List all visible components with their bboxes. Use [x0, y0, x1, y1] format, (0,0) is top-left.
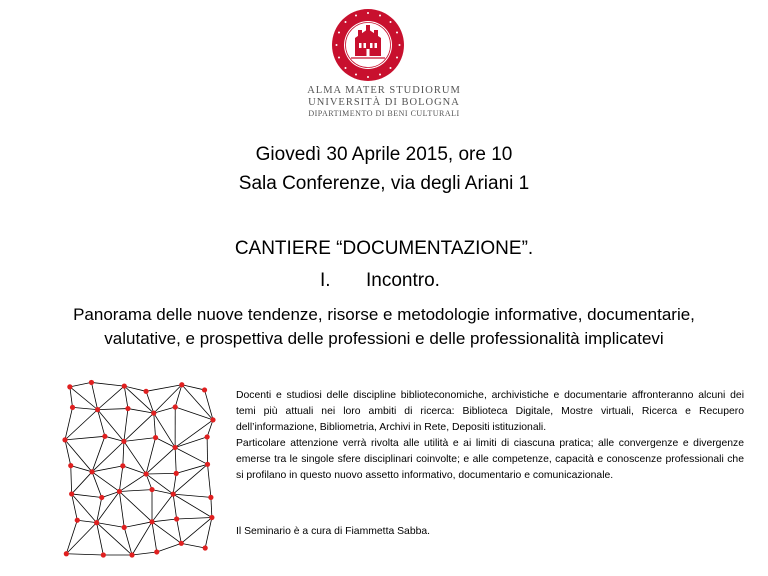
network-edge: [124, 438, 156, 442]
network-edge: [146, 438, 155, 474]
network-edge: [177, 519, 182, 543]
network-graph-illustration: [62, 378, 216, 558]
network-edge: [71, 466, 92, 472]
institution-department: DIPARTIMENTO DI BENI CULTURALI: [308, 109, 460, 118]
network-edge: [77, 520, 96, 522]
network-edge: [66, 554, 103, 555]
network-edge: [119, 474, 146, 492]
network-node: [70, 405, 75, 410]
network-node: [210, 417, 215, 422]
network-edge: [72, 494, 97, 523]
network-node: [154, 549, 159, 554]
seminar-description: [236, 388, 744, 484]
network-edge: [105, 436, 124, 441]
network-edge: [70, 382, 92, 386]
network-node: [151, 411, 156, 416]
network-edge: [71, 466, 72, 494]
network-edge: [124, 413, 154, 441]
network-edge: [173, 473, 176, 494]
network-node: [202, 387, 207, 392]
network-node: [149, 519, 154, 524]
network-edge: [119, 466, 122, 492]
network-edge: [132, 522, 152, 555]
network-node: [120, 463, 125, 468]
network-edge: [173, 464, 207, 494]
network-node: [203, 545, 208, 550]
subtitle-line-2: valutative, e prospettiva delle professioni e delle professionalità implicatevi: [104, 329, 664, 348]
event-subtitle: [0, 303, 768, 351]
description-paragraph-1: Docenti e studiosi delle discipline biblioteconomiche, archivistiche e documentarie affronteranno alcuni dei temi più attuali nei loro ambiti di ricerca: Biblioteca Digitale, Mostre virtuali, Ricerca e Recupero dell’informazione, Bibliometria, Archivi in Rete, Depositi istituzionali.: [236, 390, 744, 433]
institution-line-1: ALMA MATER STUDIORUM: [307, 85, 461, 96]
subtitle-line-1: Panorama delle nuove tendenze, risorse e metodologie informative, documentarie,: [73, 305, 695, 324]
network-node: [205, 434, 210, 439]
network-edge: [132, 552, 157, 555]
network-node: [129, 552, 134, 557]
curator-note: Il Seminario è a cura di Fiammetta Sabba.: [236, 526, 431, 537]
network-node: [149, 487, 154, 492]
network-node: [174, 516, 179, 521]
network-edges: [65, 382, 213, 555]
network-edge: [66, 520, 77, 554]
network-node: [68, 463, 73, 468]
network-edge: [181, 543, 205, 548]
network-edge: [152, 519, 177, 522]
session-number: I.: [320, 270, 331, 291]
network-node: [64, 551, 69, 556]
network-node: [122, 383, 127, 388]
network-edge: [72, 494, 78, 520]
network-edge: [92, 436, 105, 472]
description-paragraph-2: Particolare attenzione verrà rivolta alle utilità e ai limiti di ciascuna pratica; alle convergenze e divergenze emerse tra le singole sfere disciplinari coinvolte; e alle competenze, capacità e conoscenze professionali che si profilano in questo nuovo assetto informativo, documentario e comunicazionale.: [236, 438, 744, 481]
network-node: [173, 404, 178, 409]
network-node: [121, 439, 126, 444]
network-node: [117, 489, 122, 494]
network-edge: [175, 447, 207, 464]
network-edge: [73, 407, 98, 409]
network-edge: [157, 543, 182, 552]
network-edge: [98, 386, 125, 410]
network-edge: [119, 491, 124, 527]
network-edge: [173, 494, 212, 517]
event-venue: Sala Conferenze, via degli Ariani 1: [238, 173, 530, 194]
network-node: [171, 492, 176, 497]
network-node: [143, 471, 148, 476]
network-node: [205, 462, 210, 467]
network-edge: [65, 410, 98, 440]
network-edge: [173, 494, 211, 497]
network-edge: [173, 494, 176, 519]
network-node: [62, 437, 67, 442]
network-edge: [152, 494, 173, 522]
session-heading: [320, 271, 440, 290]
network-edge: [98, 409, 128, 410]
network-edge: [152, 522, 157, 552]
network-node: [125, 406, 130, 411]
network-edge: [124, 522, 152, 528]
network-edge: [154, 413, 156, 437]
network-edge: [208, 464, 211, 497]
network-node: [173, 445, 178, 450]
network-node: [174, 471, 179, 476]
network-node: [99, 495, 104, 500]
network-edge: [123, 466, 146, 474]
network-node: [89, 380, 94, 385]
institution-line-2: UNIVERSITÀ DI BOLOGNA: [308, 97, 460, 108]
network-edge: [211, 497, 212, 517]
network-node: [102, 434, 107, 439]
network-edge: [124, 527, 132, 555]
network-edge: [175, 447, 176, 473]
network-edge: [92, 466, 123, 472]
network-node: [94, 520, 99, 525]
network-edge: [72, 472, 92, 494]
network-edge: [177, 518, 212, 519]
network-node: [101, 552, 106, 557]
network-node: [143, 389, 148, 394]
network-edge: [92, 441, 124, 471]
network-edge: [123, 441, 124, 466]
network-edge: [124, 441, 146, 474]
network-node: [67, 384, 72, 389]
network-edge: [146, 473, 176, 474]
network-node: [153, 435, 158, 440]
network-node: [179, 382, 184, 387]
session-label: Incontro.: [366, 270, 440, 291]
network-edge: [70, 387, 73, 408]
network-node: [179, 541, 184, 546]
network-edge: [119, 490, 152, 492]
network-node: [95, 407, 100, 412]
event-date-time: Giovedì 30 Aprile 2015, ore 10: [255, 144, 513, 165]
network-edge: [175, 437, 207, 448]
network-node: [89, 469, 94, 474]
network-edge: [65, 407, 73, 439]
network-edge: [91, 382, 124, 386]
network-edge: [66, 523, 96, 554]
network-node: [208, 495, 213, 500]
network-edge: [124, 409, 128, 442]
event-title: CANTIERE “DOCUMENTAZIONE”.: [234, 238, 534, 259]
network-node: [122, 525, 127, 530]
network-edge: [65, 436, 105, 440]
network-edge: [146, 447, 175, 474]
network-node: [209, 515, 214, 520]
network-edge: [72, 494, 102, 498]
network-node: [69, 491, 74, 496]
network-edge: [119, 491, 152, 521]
network-edge: [152, 522, 181, 544]
network-node: [75, 518, 80, 523]
university-seal-logo: [331, 8, 405, 82]
